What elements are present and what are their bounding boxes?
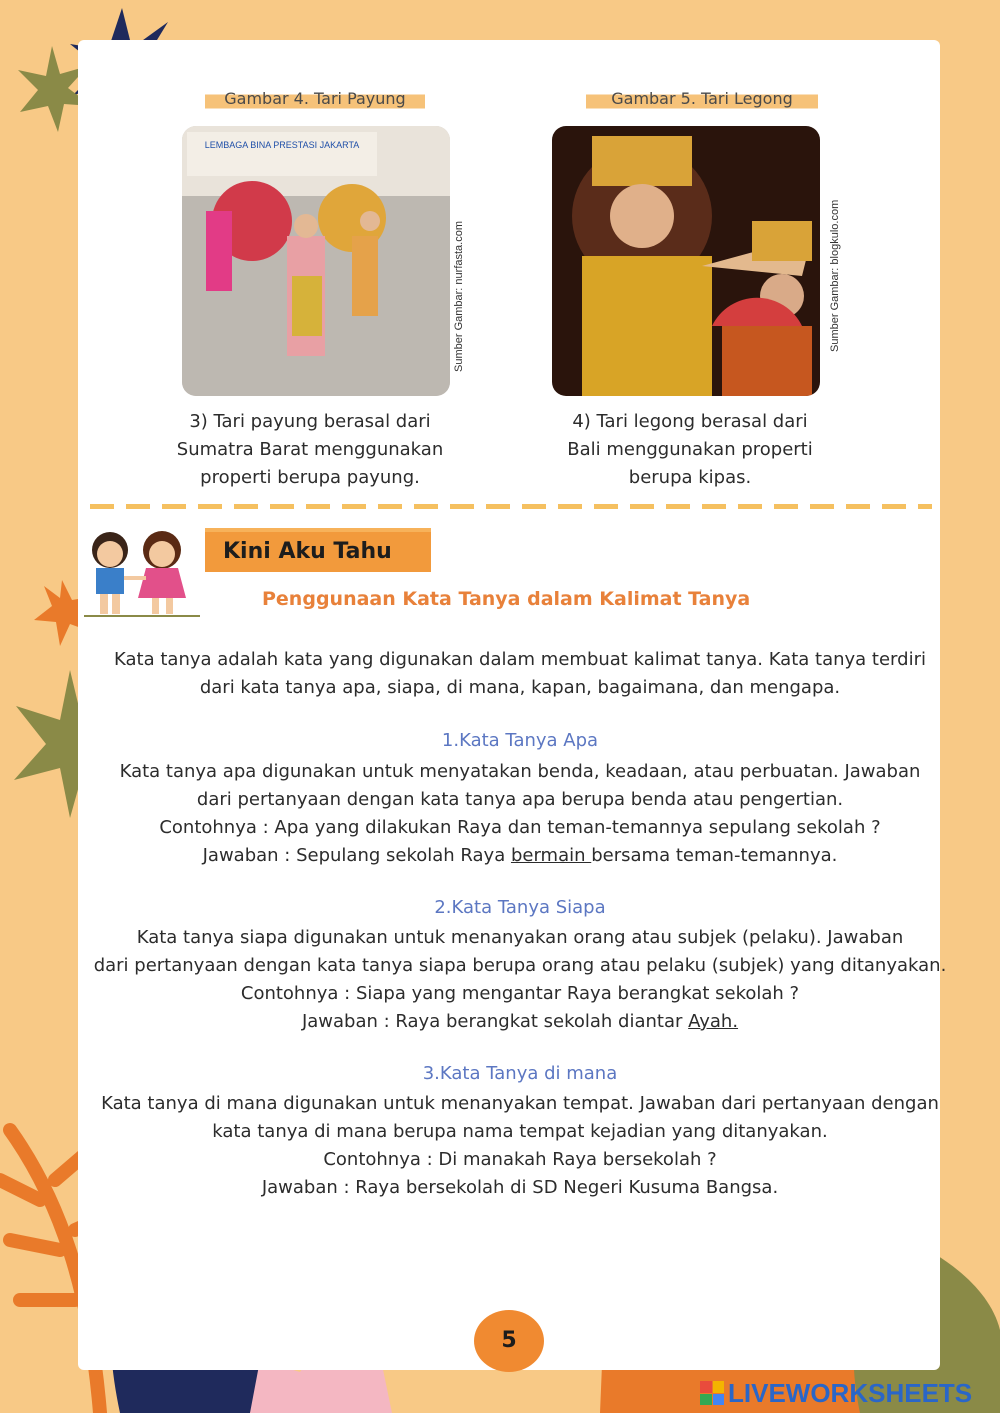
- answer-underlined-word: bermain: [510, 845, 592, 866]
- section-2-body: [80, 924, 960, 1036]
- section-heading: Kini Aku Tahu: [205, 532, 431, 572]
- tari-legong-photo: [552, 126, 820, 396]
- banner-text: LEMBAGA BINA PRESTASI JAKARTA: [204, 140, 360, 150]
- section-subtitle: Penggunaan Kata Tanya dalam Kalimat Tanya: [262, 588, 751, 610]
- intro-line: Kata tanya adalah kata yang digunakan dalam membuat kalimat tanya. Kata tanya terdiri: [114, 649, 926, 670]
- section-2-answer: [80, 1008, 960, 1036]
- figure-4-desc-line: Sumatra Barat menggunakan: [176, 439, 444, 460]
- section-1-line: dari pertanyaan dengan kata tanya apa berupa benda atau pengertian.: [196, 789, 844, 810]
- section-2-line: dari pertanyaan dengan kata tanya siapa berupa orang atau pelaku (subjek) yang ditanyakan.: [93, 955, 947, 976]
- figure-5-source: Sumber Gambar: blogkulo.com: [829, 199, 841, 352]
- intro-paragraph: [80, 646, 960, 702]
- section-3-line: Jawaban : Raya bersekolah di SD Negeri Kusuma Bangsa.: [261, 1177, 779, 1198]
- section-3-title: 3.Kata Tanya di mana: [422, 1063, 618, 1084]
- section-1-title: 1.Kata Tanya Apa: [441, 730, 599, 751]
- section-3-line: kata tanya di mana berupa nama tempat kejadian yang ditanyakan.: [212, 1121, 828, 1142]
- figure-5-caption: Gambar 5. Tari Legong: [586, 84, 818, 114]
- section-2-line: Contohnya : Siapa yang mengantar Raya berangkat sekolah ?: [240, 983, 800, 1004]
- section-1-line: Contohnya : Apa yang dilakukan Raya dan teman-temannya sepulang sekolah ?: [159, 817, 881, 838]
- section-2-line: Kata tanya siapa digunakan untuk menanyakan orang atau subjek (pelaku). Jawaban: [136, 927, 904, 948]
- section-1-answer: [80, 842, 960, 870]
- figure-5-desc-line: 4) Tari legong berasal dari: [572, 411, 808, 432]
- answer-text: Jawaban : Raya berangkat sekolah diantar: [301, 1011, 689, 1032]
- answer-text: bersama teman-temannya.: [591, 845, 838, 866]
- section-3-body: [80, 1090, 960, 1202]
- figure-4-description: [150, 408, 470, 492]
- answer-text: Jawaban : Sepulang sekolah Raya: [202, 845, 511, 866]
- page-number: 5: [474, 1310, 544, 1372]
- figure-5-desc-line: berupa kipas.: [628, 467, 752, 488]
- kids-illustration: [80, 528, 205, 623]
- section-3-line: Kata tanya di mana digunakan untuk menanyakan tempat. Jawaban dari pertanyaan dengan: [101, 1093, 939, 1114]
- figure-4-desc-line: 3) Tari payung berasal dari: [189, 411, 431, 432]
- figure-4-caption: Gambar 4. Tari Payung: [205, 84, 425, 114]
- figure-4-desc-line: properti berupa payung.: [200, 467, 420, 488]
- figure-4-source: Sumber Gambar: nurfasta.com: [453, 220, 465, 372]
- section-divider: [90, 504, 932, 509]
- liveworksheets-watermark: [700, 1378, 972, 1408]
- figure-5-desc-line: Bali menggunakan properti: [567, 439, 813, 460]
- section-1-body: [80, 758, 960, 870]
- figure-5-description: [530, 408, 850, 492]
- section-3-line: Contohnya : Di manakah Raya bersekolah ?: [323, 1149, 717, 1170]
- liveworksheets-logo-icon: [700, 1381, 724, 1405]
- section-2-title: 2.Kata Tanya Siapa: [434, 897, 606, 918]
- watermark-text: LIVEWORKSHEETS: [728, 1377, 973, 1408]
- tari-payung-photo: [182, 126, 450, 396]
- intro-line: dari kata tanya apa, siapa, di mana, kapan, bagaimana, dan mengapa.: [199, 677, 841, 698]
- answer-underlined-word: Ayah.: [688, 1011, 739, 1032]
- section-1-line: Kata tanya apa digunakan untuk menyatakan benda, keadaan, atau perbuatan. Jawaban: [119, 761, 921, 782]
